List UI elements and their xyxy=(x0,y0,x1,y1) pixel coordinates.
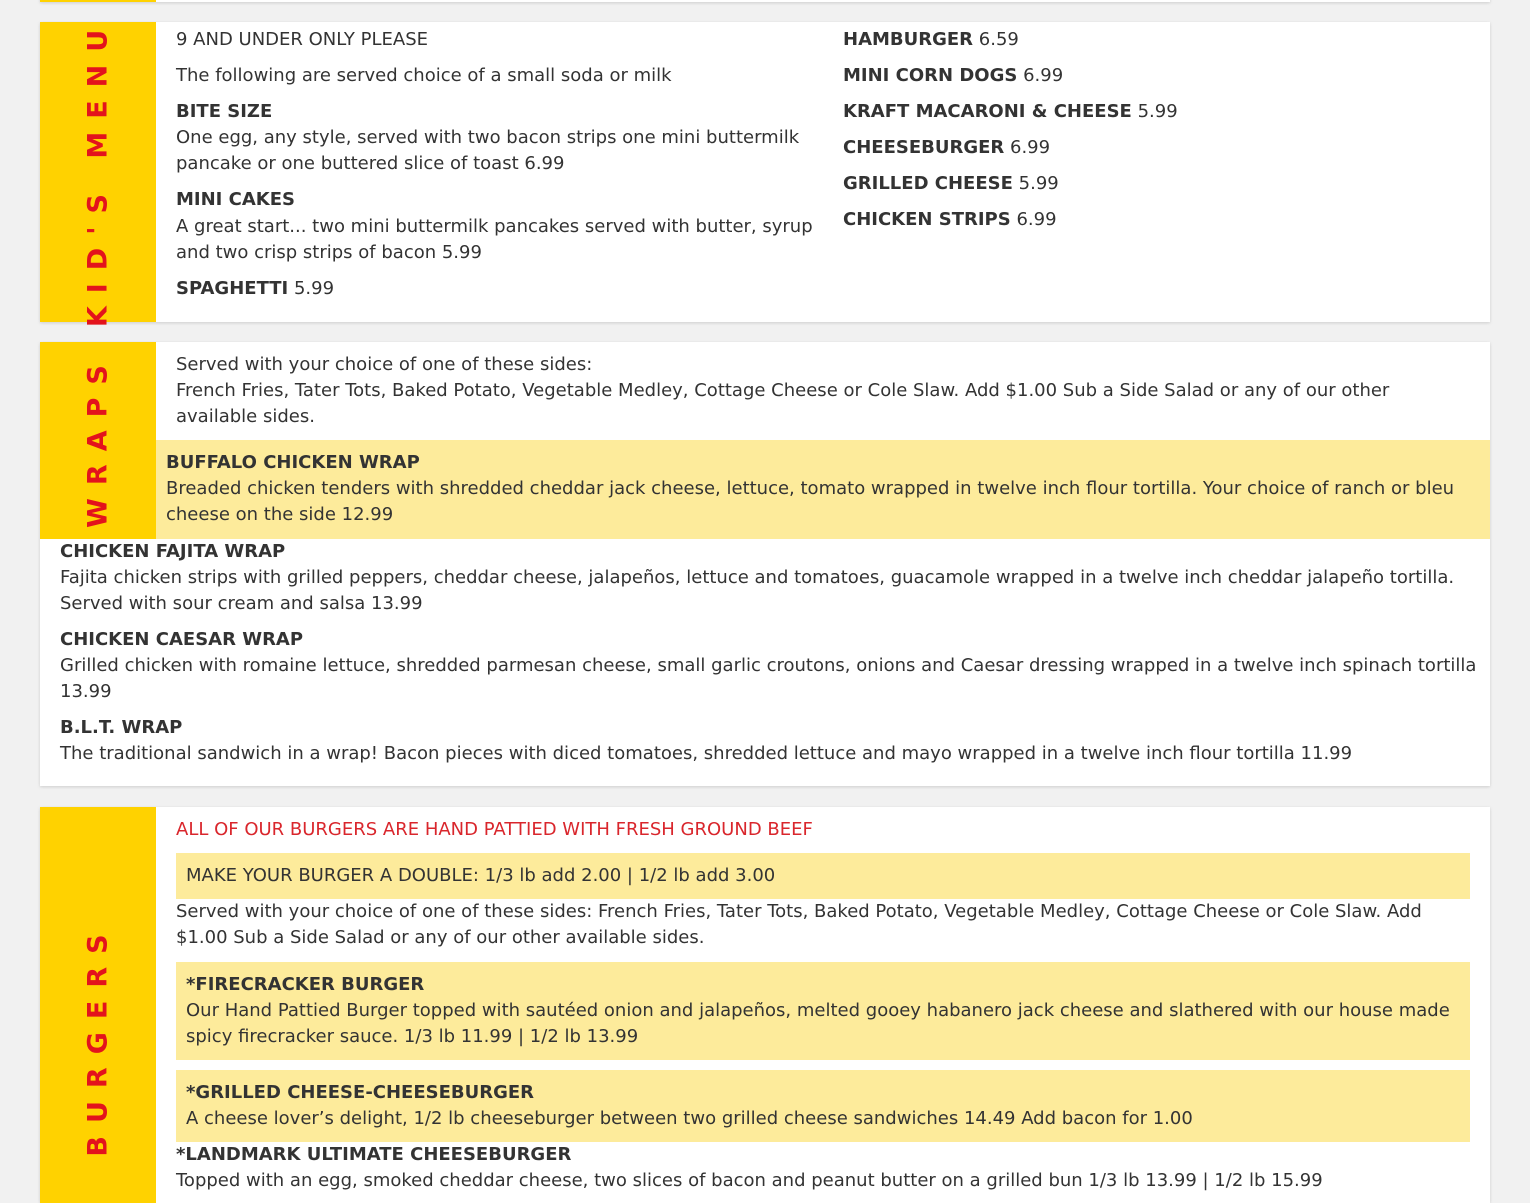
burgers-sides: Served with your choice of one of these sides: French Fries, Tater Tots, Baked Potato, Vegetable Medley, Cottage Cheese or Cole Slaw. Add $1.00 Sub a Side Salad or any of our other available sides. xyxy=(176,901,1422,948)
double-burger-note: MAKE YOUR BURGER A DOUBLE: 1/3 lb add 2.00 | 1/2 lb add 3.00 xyxy=(186,865,776,886)
kids-menu-title: KID'S MENU xyxy=(82,16,114,328)
bite-size-desc: One egg, any style, served with two bacon strips one mini buttermilk pancake or one buttered slice of toast 6.99 xyxy=(176,127,800,174)
wrap-desc: Fajita chicken strips with grilled peppers, cheddar cheese, jalapeños, lettuce and tomatoes, guacamole wrapped in a twelve inch cheddar jalapeño tortilla. Served with sour cream and salsa 13.99 xyxy=(60,567,1455,614)
kids-item-price: 5.99 xyxy=(1018,173,1059,194)
burger-name: *FIRECRACKER BURGER xyxy=(186,974,425,995)
wraps-strip xyxy=(40,342,156,539)
spaghetti-price: 5.99 xyxy=(293,278,335,299)
wrap-desc: The traditional sandwich in a wrap! Bacon pieces with diced tomatoes, shredded lettuce and mayo wrapped in a twelve inch flour tortilla 11.99 xyxy=(60,743,1353,764)
kids-menu-strip xyxy=(40,16,156,328)
spaghetti-item xyxy=(176,276,334,302)
kids-item xyxy=(843,207,1057,233)
wrap-name: CHICKEN CAESAR WRAP xyxy=(60,629,304,650)
featured-burger-highlight xyxy=(176,962,1470,1060)
kids-item-name: GRILLED CHEESE xyxy=(843,173,1013,194)
kids-item xyxy=(843,63,1063,89)
wrap-name: CHICKEN FAJITA WRAP xyxy=(60,541,286,562)
kids-item-name: MINI CORN DOGS xyxy=(843,65,1018,86)
burger-name: *GRILLED CHEESE-CHEESEBURGER xyxy=(186,1082,535,1103)
wraps-section xyxy=(40,342,1490,786)
wrap-name: B.L.T. WRAP xyxy=(60,717,183,738)
previous-section-strip xyxy=(40,0,156,2)
burger-desc: Our Hand Pattied Burger topped with sautéed onion and jalapeños, melted gooey habanero jack cheese and slathered with our house made spicy firecracker sauce. 1/3 lb 11.99 | 1/2 lb 13.99 xyxy=(186,1000,1450,1047)
kids-item-price: 6.59 xyxy=(978,29,1019,50)
kids-age-note: 9 AND UNDER ONLY PLEASE xyxy=(176,29,428,50)
burgers-strip xyxy=(40,807,156,1203)
kids-item-price: 6.99 xyxy=(1010,137,1051,158)
mini-cakes-name: MINI CAKES xyxy=(176,189,295,210)
wrap-name: BUFFALO CHICKEN WRAP xyxy=(166,452,420,473)
bite-size-name: BITE SIZE xyxy=(176,101,273,122)
burger-name: *LANDMARK ULTIMATE CHEESEBURGER xyxy=(176,1144,572,1165)
kids-item-price: 6.99 xyxy=(1023,65,1064,86)
previous-section-card xyxy=(40,0,1490,2)
kids-item-name: HAMBURGER xyxy=(843,29,974,50)
featured-burger-highlight xyxy=(176,1070,1470,1142)
kids-item-name: CHICKEN STRIPS xyxy=(843,209,1011,230)
featured-wrap-highlight xyxy=(156,440,1490,539)
burger-desc: A cheese lover’s delight, 1/2 lb cheeseburger between two grilled cheese sandwiches 14.49 Add bacon for 1.00 xyxy=(186,1108,1193,1129)
kids-item-name: KRAFT MACARONI & CHEESE xyxy=(843,101,1132,122)
wraps-title: WRAPS xyxy=(82,352,114,528)
wrap-desc: Grilled chicken with romaine lettuce, shredded parmesan cheese, small garlic croutons, onions and Caesar dressing wrapped in a twelve inch spinach tortilla 13.99 xyxy=(60,655,1477,702)
kids-item-name: CHEESEBURGER xyxy=(843,137,1005,158)
kids-served-note: The following are served choice of a small soda or milk xyxy=(176,65,672,86)
burgers-notice: ALL OF OUR BURGERS ARE HAND PATTIED WITH FRESH GROUND BEEF xyxy=(176,819,813,840)
kids-menu-section xyxy=(40,16,1490,328)
kids-item xyxy=(843,171,1059,197)
kids-item xyxy=(843,135,1050,161)
wraps-sides-list: French Fries, Tater Tots, Baked Potato, Vegetable Medley, Cottage Cheese or Cole Slaw. Add $1.00 Sub a Side Salad or any of our other available sides. xyxy=(176,380,1390,427)
kids-item-price: 6.99 xyxy=(1016,209,1057,230)
burgers-section xyxy=(40,807,1490,1203)
wraps-sides-intro: Served with your choice of one of these sides: xyxy=(176,354,593,375)
kids-item-price: 5.99 xyxy=(1137,101,1178,122)
burgers-title: BURGERS xyxy=(82,921,114,1157)
kids-item xyxy=(843,27,1019,53)
double-burger-highlight xyxy=(176,853,1470,899)
kids-item xyxy=(843,99,1178,125)
spaghetti-name: SPAGHETTI xyxy=(176,278,289,299)
burger-desc: Topped with an egg, smoked cheddar cheese, two slices of bacon and peanut butter on a grilled bun 1/3 lb 13.99 | 1/2 lb 15.99 xyxy=(176,1170,1323,1191)
wrap-desc: Breaded chicken tenders with shredded cheddar jack cheese, lettuce, tomato wrapped in twelve inch flour tortilla. Your choice of ranch or bleu cheese on the side 12.99 xyxy=(166,478,1455,525)
mini-cakes-desc: A great start... two mini buttermilk pancakes served with butter, syrup and two crisp strips of bacon 5.99 xyxy=(176,216,813,263)
